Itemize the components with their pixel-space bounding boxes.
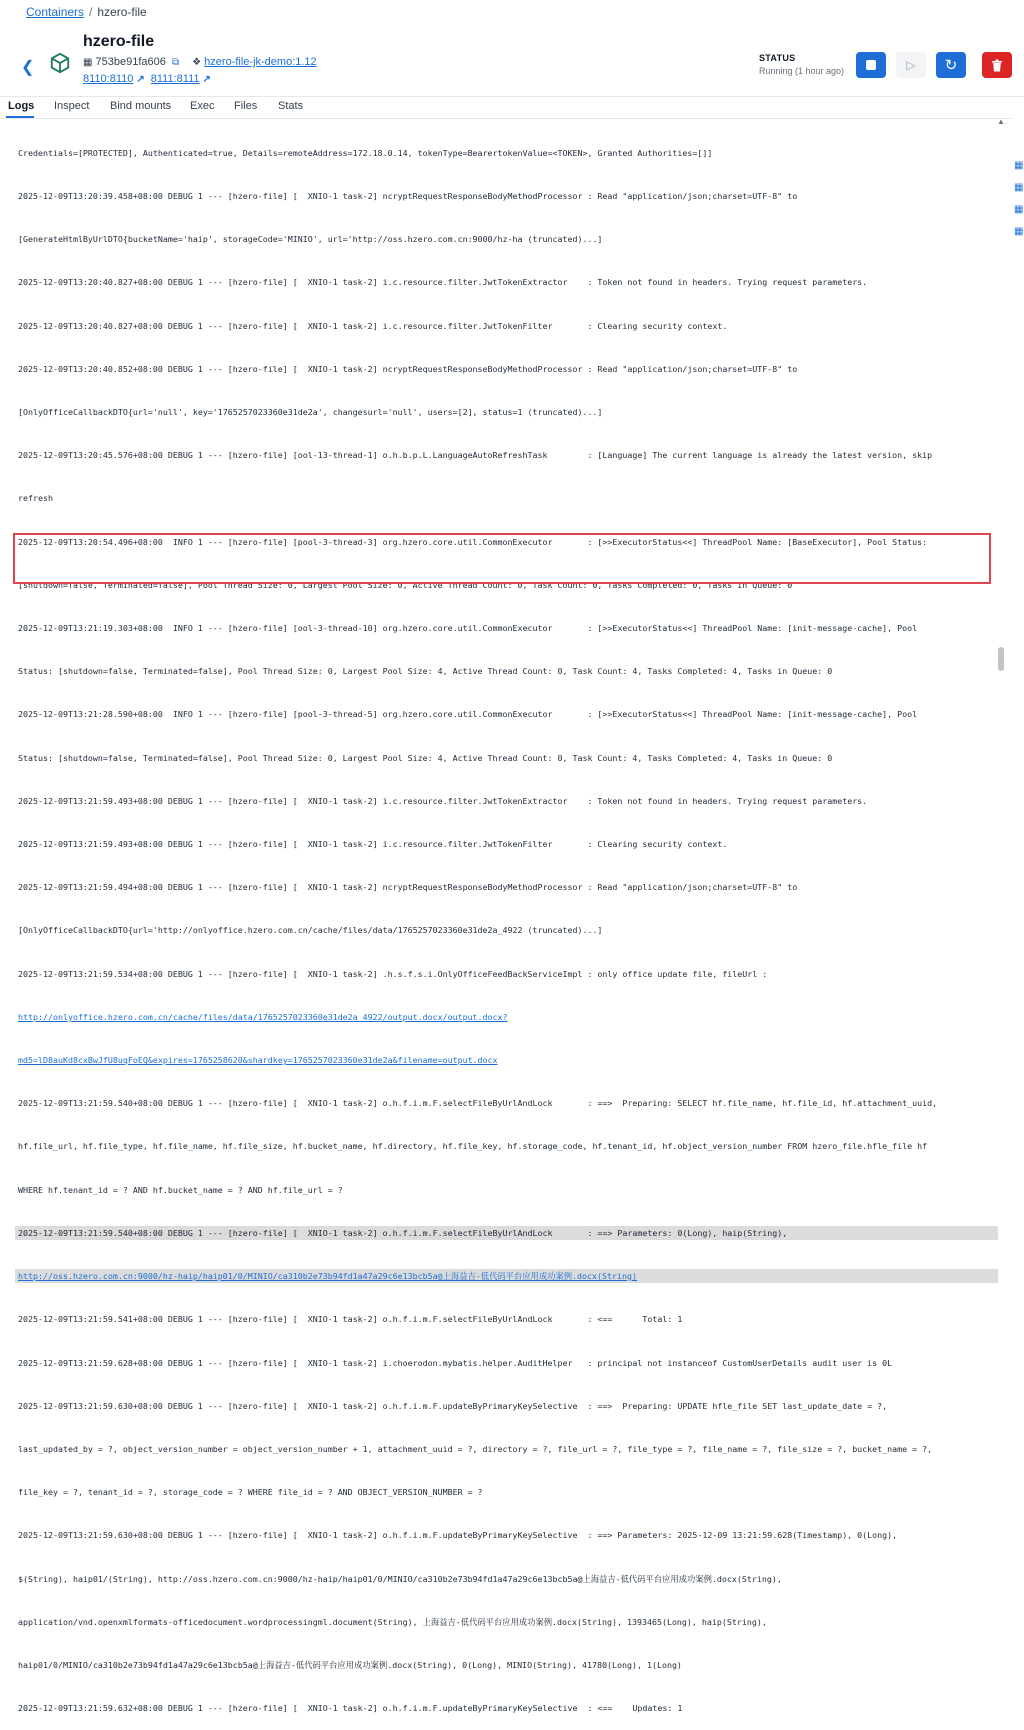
log-scrollbar[interactable] [995,117,1007,671]
log-line-highlighted: 2025-12-09T13:21:59.540+08:00 DEBUG 1 --- [hzero-file] [ XNIO-1 task-2] o.h.f.i.m.F.selectFileByUrlAndLock : ==> Parameters: 0(Long), haip(String), [15,1226,998,1240]
log-line: Credentials=[PROTECTED], Authenticated=true, Details=remoteAddress=172.18.0.14, tokenType=BearertokenValue=<TOKEN>, Granted Authorities=[]] [18,147,713,158]
log-line: haip01/0/MINIO/ca310b2e73b94fd1a47a29c6e13bcb5a@上海益吉-低代码平台应用成功案例.docx(String), 0(Long), MINIO(String), 41780(Long), 1(Long) [18,1659,682,1670]
log-url-link[interactable]: http://oss.hzero.com.cn:9000/hz-haip/haip01/0/MINIO/ca310b2e73b94fd1a47a29c6e13bcb5a@上海益吉-低代码平台应用成功案例.docx(String) [15,1269,998,1283]
container-header [0,0,1024,97]
log-url-link[interactable]: md5=lD8auKd8cxBwJfU8uqFoEQ&expires=1765258620&shardkey=1765257023360e31de2a&filename=output.docx [18,1055,498,1066]
stop-button[interactable] [856,52,886,78]
port-links [83,73,217,85]
log-line: hf.file_url, hf.file_type, hf.file_name, hf.file_size, hf.bucket_name, hf.directory, hf.file_key, hf.storage_code, hf.tenant_id, hf.object_version_number FROM hzero_file.hfle_file hf [18,1141,928,1152]
back-arrow-icon[interactable]: ❮ [21,59,35,76]
breadcrumb [26,5,147,19]
log-line: 2025-12-09T13:21:59.540+08:00 DEBUG 1 --- [hzero-file] [ XNIO-1 task-2] o.h.f.i.m.F.selectFileByUrlAndLock : ==> Preparing: SELECT hf.file_name, hf.file_id, hf.attachment_uuid, [18,1098,938,1109]
log-line: 2025-12-09T13:20:54.496+08:00 INFO 1 --- [hzero-file] [pool-3-thread-3] org.hzero.core.util.CommonExecutor : [>>ExecutorStatus<<] ThreadPool Name: [BaseExecutor], Pool Status: [18,536,928,547]
start-button[interactable] [896,52,926,78]
tab-exec[interactable]: Exec [190,100,215,112]
external-link-icon[interactable]: ↗ [136,74,145,85]
log-line: 2025-12-09T13:20:40.827+08:00 DEBUG 1 --- [hzero-file] [ XNIO-1 task-2] i.c.resource.filter.JwtTokenExtractor : Token not found in headers. Trying request parameters. [18,277,868,288]
tab-bind-mounts[interactable]: Bind mounts [110,100,172,112]
stop-icon [866,60,876,70]
log-line: Status: [shutdown=false, Terminated=false], Pool Thread Size: 0, Largest Pool Size: 4, Active Thread Count: 0, Task Count: 4, Tasks Completed: 4, Tasks in Queue: 0 [18,666,833,677]
log-line: application/vnd.openxmlformats-officedocument.wordprocessingml.document(String), 上海益吉-低代码平台应用成功案例.docx(String), 1393465(Long), haip(String), [18,1616,767,1627]
log-line: WHERE hf.tenant_id = ? AND hf.bucket_name = ? AND hf.file_url = ? [18,1184,343,1195]
image-link[interactable]: hzero-file-jk-demo:1.12 [204,56,317,68]
status-value: Running (1 hour ago) [759,66,845,76]
log-line: Status: [shutdown=false, Terminated=false], Pool Thread Size: 0, Largest Pool Size: 4, Active Thread Count: 0, Task Count: 4, Tasks Completed: 4, Tasks in Queue: 0 [18,752,833,763]
container-meta [83,56,317,68]
tab-inspect[interactable]: Inspect [54,100,90,112]
breadcrumb-containers-link[interactable]: Containers [26,5,85,19]
external-link-icon[interactable]: ↗ [202,74,211,85]
log-line: last_updated_by = ?, object_version_number = object_version_number + 1, attachment_uuid = ?, directory = ?, file_url = ?, file_type = ?, file_name = ?, file_size = ?, bucket_name = ?, [18,1443,933,1454]
highlight-annotation-box [13,533,991,584]
container-cube-icon [49,52,71,74]
restart-icon: ↻ [944,57,958,74]
trash-icon [991,59,1003,72]
delete-button[interactable] [982,52,1012,78]
tab-logs[interactable]: Logs [8,100,35,112]
log-line: 2025-12-09T13:20:40.827+08:00 DEBUG 1 --- [hzero-file] [ XNIO-1 task-2] i.c.resource.filter.JwtTokenFilter : Clearing security context. [18,320,728,331]
side-tool-icon[interactable]: ▦ [1014,160,1024,171]
breadcrumb-current: hzero-file [97,5,147,19]
log-line: [shutdown=false, Terminated=false], Pool Thread Size: 0, Largest Pool Size: 0, Active Thread Count: 0, Task Count: 0, Tasks Completed: 0, Tasks in Queue: 0 [18,579,793,590]
scroll-up-icon[interactable]: ▲ [997,117,1005,126]
container-id: 753be91fa606 [95,56,166,68]
port-link-8110[interactable]: 8110:8110 [83,73,134,85]
status-block [759,53,844,76]
log-line: [OnlyOfficeCallbackDTO{url='http://onlyoffice.hzero.com.cn/cache/files/data/1765257023360e31de2a_4922 (truncated)...] [18,925,603,936]
log-line: $(String), haip01/(String), http://oss.hzero.com.cn:9000/hz-haip/haip01/0/MINIO/ca310b2e73b94fd1a47a29c6e13bcb5a@上海益吉-低代码平台应用成功案例.docx(String), [18,1573,782,1584]
log-line: 2025-12-09T13:21:59.541+08:00 DEBUG 1 --- [hzero-file] [ XNIO-1 task-2] o.h.f.i.m.F.selectFileByUrlAndLock : <== Total: 1 [18,1314,683,1325]
image-icon: ❖ [192,57,202,68]
port-link-8111[interactable]: 8111:8111 [150,73,200,85]
log-line: file_key = ?, tenant_id = ?, storage_code = ? WHERE file_id = ? AND OBJECT_VERSION_NUMBER = ? [18,1487,483,1498]
log-line: 2025-12-09T13:21:59.493+08:00 DEBUG 1 --- [hzero-file] [ XNIO-1 task-2] i.c.resource.filter.JwtTokenFilter : Clearing security context. [18,839,728,850]
container-name: hzero-file [83,33,155,50]
scrollbar-thumb[interactable] [998,647,1004,671]
tab-files[interactable]: Files [234,100,258,112]
side-tool-icon[interactable]: ▦ [1014,182,1024,193]
log-line: [OnlyOfficeCallbackDTO{url='null', key='1765257023360e31de2a', changesurl='null', users=[2], status=1 (truncated)...] [18,407,603,418]
log-line: 2025-12-09T13:21:59.493+08:00 DEBUG 1 --- [hzero-file] [ XNIO-1 task-2] i.c.resource.filter.JwtTokenExtractor : Token not found in headers. Trying request parameters. [18,795,868,806]
log-line: 2025-12-09T13:21:28.590+08:00 INFO 1 --- [hzero-file] [pool-3-thread-5] org.hzero.core.util.CommonExecutor : [>>ExecutorStatus<<] ThreadPool Name: [init-message-cache], Pool [18,709,918,720]
restart-button[interactable] [936,52,966,78]
log-line: 2025-12-09T13:21:59.630+08:00 DEBUG 1 --- [hzero-file] [ XNIO-1 task-2] o.h.f.i.m.F.updateByPrimaryKeySelective : ==> Parameters: 2025-12-09 13:21:59.628(Timestamp), 0(Long), [18,1530,898,1541]
log-line: 2025-12-09T13:20:45.576+08:00 DEBUG 1 --- [hzero-file] [ool-13-thread-1] o.h.b.p.L.LanguageAutoRefreshTask : [Language] The current language is already the latest version, skip [18,450,933,461]
status-label: STATUS [759,53,796,63]
breadcrumb-separator: / [89,5,93,19]
log-output[interactable] [18,117,992,1714]
tab-bar [0,96,1024,119]
log-line: 2025-12-09T13:21:59.628+08:00 DEBUG 1 --- [hzero-file] [ XNIO-1 task-2] i.choerodon.mybatis.helper.AuditHelper : principal not instanceof CustomUserDetails audit user is 0L [18,1357,893,1368]
log-line: 2025-12-09T13:21:59.494+08:00 DEBUG 1 --- [hzero-file] [ XNIO-1 task-2] ncryptRequestResponseBodyMethodProcessor : Read "application/json;charset=UTF-8" to [18,882,798,893]
log-line: 2025-12-09T13:20:40.852+08:00 DEBUG 1 --- [hzero-file] [ XNIO-1 task-2] ncryptRequestResponseBodyMethodProcessor : Read "application/json;charset=UTF-8" to [18,363,798,374]
tab-stats[interactable]: Stats [278,100,304,112]
log-line: 2025-12-09T13:21:19.303+08:00 INFO 1 --- [hzero-file] [ool-3-thread-10] org.hzero.core.util.CommonExecutor : [>>ExecutorStatus<<] ThreadPool Name: [init-message-cache], Pool [18,623,918,634]
right-side-toolbar [1012,100,1024,671]
log-line: [GenerateHtmlByUrlDTO{bucketName='haip', storageCode='MINIO', url='http://oss.hzero.com.cn:9000/hz-ha (truncated)...] [18,234,603,245]
log-url-link[interactable]: http://onlyoffice.hzero.com.cn/cache/files/data/1765257023360e31de2a_4922/output.docx/output.docx? [18,1011,508,1022]
log-line: 2025-12-09T13:21:59.630+08:00 DEBUG 1 --- [hzero-file] [ XNIO-1 task-2] o.h.f.i.m.F.updateByPrimaryKeySelective : ==> Preparing: UPDATE hfle_file SET last_update_date = ?, [18,1400,888,1411]
play-icon: ▷ [906,58,916,72]
log-line: refresh [18,493,53,504]
log-line: 2025-12-09T13:21:59.534+08:00 DEBUG 1 --- [hzero-file] [ XNIO-1 task-2] .h.s.f.s.i.OnlyOfficeFeedBackServiceImpl : only office update file, fileUrl : [18,968,768,979]
log-line: 2025-12-09T13:21:59.632+08:00 DEBUG 1 --- [hzero-file] [ XNIO-1 task-2] o.h.f.i.m.F.updateByPrimaryKeySelective : <== Updates: 1 [18,1703,683,1714]
log-line: 2025-12-09T13:20:39.458+08:00 DEBUG 1 --- [hzero-file] [ XNIO-1 task-2] ncryptRequestResponseBodyMethodProcessor : Read "application/json;charset=UTF-8" to [18,191,798,202]
container-id-icon: ▦ [83,57,93,68]
side-tool-icon[interactable]: ▦ [1014,204,1024,215]
side-tool-icon[interactable]: ▦ [1014,226,1024,237]
copy-icon[interactable]: ⧉ [171,57,180,68]
